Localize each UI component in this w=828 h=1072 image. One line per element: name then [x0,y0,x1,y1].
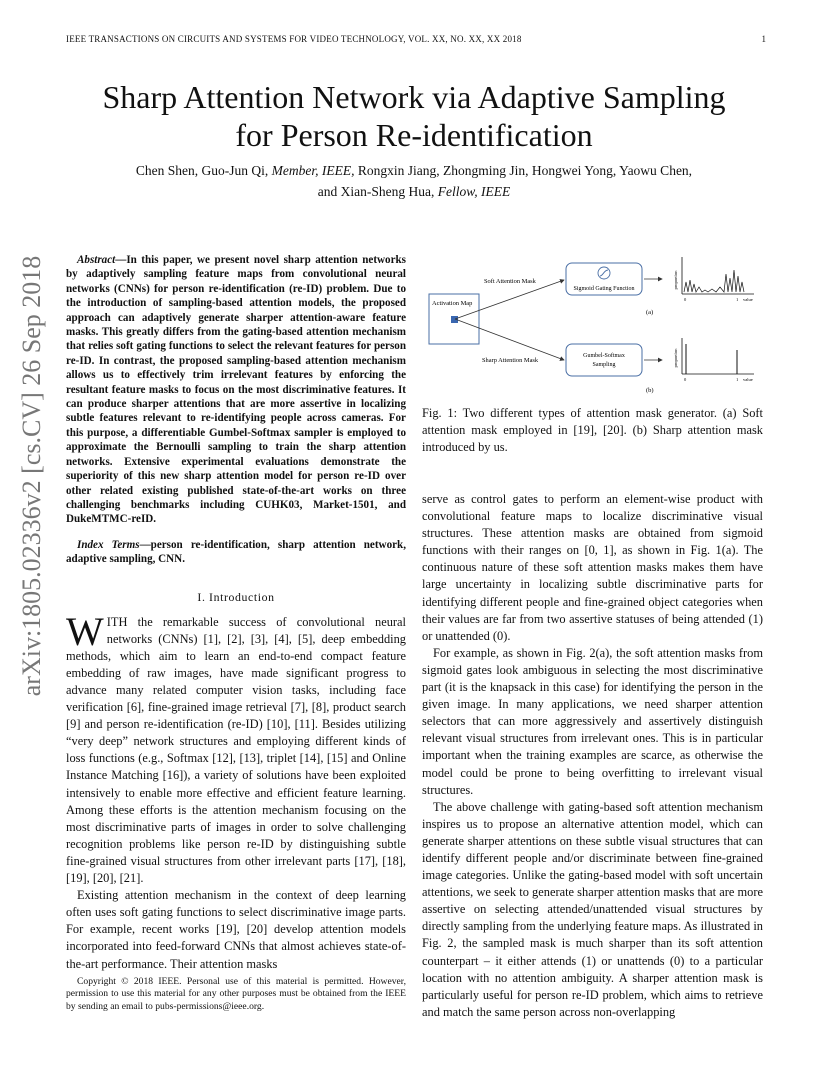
index-terms-label: Index Terms [77,538,140,551]
subfigure-a-label: (a) [646,309,654,316]
sharp-plot-x-label: value [743,377,753,382]
author-list [60,160,768,202]
authors-fellowship: Fellow, IEEE [437,184,511,199]
soft-plot-x-zero: 0 [684,297,687,302]
figure-1 [424,252,764,402]
intro-paragraph-2: Existing attention mechanism in the context of deep learning often uses soft gating functions to select discriminative image parts. For example, recent works [19], [20] develop attention models incorporated into feed-forward CNNs that almost achieves state-of-the-art performance. Their attention masks [66,888,406,971]
left-column [66,253,406,973]
right-paragraph-3: The above challenge with gating-based soft attention mechanism inspires us to propose an alternative attention model, which can generate sharper attentions on these subtle visual structures that can identify different people and/or discriminate between fine-grained image categories. Unlike the gating-based model with soft uncertain attentions, we seek to generate sharper attention masks that are more assertive on selecting attended/unattended visual structures by directly sampling from the underlying feature maps. As illustrated in Fig. 2, the sampled mask is much sharper than its soft attention counterpart – it either attends (1) or unattends (0) to a particular location with no attention ambiguity. A sharper attention mask is particularly useful for person re-ID problem, which aims to retrieve and match the same person across non-overlapping [422,799,763,1019]
drop-cap: W [66,608,104,654]
authors-line-1 [60,160,768,181]
intro-p1-text: ITH the remarkable success of convolutional neural networks (CNNs) [1], [2], [3], [4], [5], deep embedding methods, which aim to learn an end-to-end compact feature embedding of raw images, have made significant progress to advance many related computer vision tasks, including face verification [6], fine-grained image retrieval [7], [8], product search [9] and person re-identification (re-ID) [10], [11]. Besides utilizing “very deep” network structures and employing different kinds of loss functions (e.g., Softmax [12], [13], triplet [14], [15] and Online Instance Matching [16]), a variety of solutions have been exploited intensively to enable more effective and efficient feature learning. Among these efforts is the attention mechanism focusing on the most discriminative parts of images in order to solve challenging recognition problems like person re-ID by distinguishing subtle fine-grained visual structures from other irrelevant parts [17], [18], [19], [20], [21]. [66,614,406,886]
sharp-plot-y-label: proportion [673,348,678,368]
authors-membership: Member, IEEE, [271,163,355,178]
right-paragraph-1: serve as control gates to perform an element-wise product with convolutional feature maps to localize discriminative visual structures. These attention masks are obtained from sigmoid functions with their ranges on [0, 1], as shown in Fig. 1(a). The continuous nature of these soft attention masks makes them have large uncertainty in localizing subtle discriminative parts for identifying different people and fine-grained object categories when their values are far from two assertive statuses of being attended (1) or unattended (0). [422,492,763,643]
authors-names-a: Chen Shen, Guo-Jun Qi, [135,163,272,178]
soft-plot-x-label: value [743,297,753,302]
authors-names-c: and Xian-Sheng Hua, [317,184,438,199]
gumbel-label-line2: Sampling [592,362,616,368]
arxiv-id: arXiv:1805.02336v2 [cs.CV] 26 Sep 2018 [17,255,46,697]
page-number: 1 [761,34,766,44]
abstract [66,253,406,527]
authors-names-b: Rongxin Jiang, Zhongming Jin, Hongwei Yong, Yaowu Chen, [354,163,693,178]
attention-diagram [424,252,764,402]
right-column [422,491,763,1021]
subfigure-b-label: (b) [646,387,654,394]
sharp-mask-label: Sharp Attention Mask [482,357,539,364]
sharp-plot-x-zero: 0 [684,377,687,382]
intro-paragraph-1 [66,608,406,888]
gumbel-box [566,344,642,376]
soft-histogram [673,257,754,302]
arxiv-stamp [12,255,52,697]
activation-map-label: Activation Map [432,300,473,307]
soft-mask-label: Soft Attention Mask [484,278,536,285]
paper-title [60,78,768,154]
abstract-label: Abstract [77,254,116,266]
authors-line-2 [60,181,768,202]
soft-plot-y-label: proportion [673,270,678,290]
title-line-1: Sharp Attention Network via Adaptive Sampling [102,79,726,115]
sharp-branch-line [455,319,564,360]
running-header: IEEE TRANSACTIONS ON CIRCUITS AND SYSTEMS FOR VIDEO TECHNOLOGY, VOL. XX, NO. XX, XX 2018 [66,34,522,44]
right-paragraph-2: For example, as shown in Fig. 2(a), the soft attention masks from sigmoid gates look ambiguous in selecting the most discriminative part (it is the knapsack in this case) for identifying the person in the given image. In many applications, we need sharper attention selectors that can more aggressively and assertively distinguish relevant visual structures from irrelevant ones. This is in particular important when the training examples are scarce, as otherwise the model could be prone to being overfitting to irrelevant visual structures. [422,645,763,797]
index-terms [66,538,406,567]
abstract-text: —In this paper, we present novel sharp attention networks by adaptively sampling feature maps from convolutional neural networks (CNNs) for person re-identification (re-ID) problem. Due to the introduction of sampling-based attention models, the proposed approach can adaptively generate sharper attention-aware feature masks. This greatly differs from the gating-based attention mechanism that relies soft gating functions to select the relevant features for person re-ID. In contrast, the proposed sampling-based attention mechanism allows us to effectively trim irrelevant features by enforcing the resultant feature masks to focus on the most discriminative features. It can produce sharper attentions that are more assertive in localizing subtle features relevant to re-identifying people across cameras. For this purpose, a differentiable Gumbel-Softmax sampler is employed to approximate the Bernoulli sampling to train the sharp attention networks. Extensive experimental evaluations demonstrate the superiority of this new sharp attention model for person re-ID over other related existing published state-of-the-art works on three challenging benchmarks including CUHK03, Market-1501, and DukeMTMC-reID. [66,254,406,526]
sigmoid-curve-icon [600,270,608,276]
sharp-plot-x-one: 1 [736,377,739,382]
soft-plot-x-one: 1 [736,297,739,302]
sigmoid-label: Sigmoid Gating Function [573,286,635,292]
section-heading-introduction: I. Introduction [197,589,275,604]
copyright-notice: Copyright © 2018 IEEE. Personal use of this material is permitted. However, permission to use this material for any other purposes must be obtained from the IEEE by sending an email to pubs-permissions@ieee.org. [66,976,406,1012]
title-line-2: for Person Re-identification [235,117,593,153]
figure-1-caption: Fig. 1: Two different types of attention mask generator. (a) Soft attention mask employed in [19], [20]. (b) Sharp attention mask introduced by us. [422,406,763,454]
gumbel-label-line1: Gumbel-Softmax [583,353,625,359]
sharp-histogram [673,338,754,382]
index-terms-text: —person re-identification, sharp attention network, adaptive sampling, CNN. [66,538,406,566]
